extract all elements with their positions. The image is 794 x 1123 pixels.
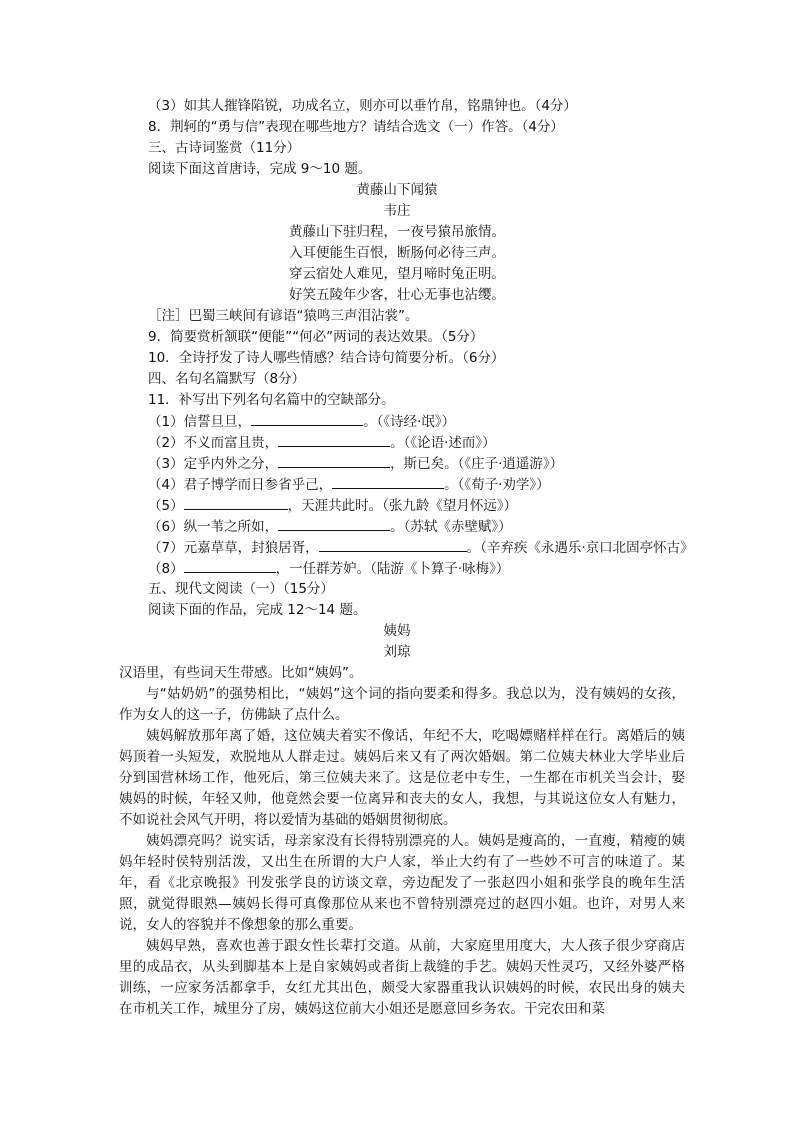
poem-verse: 好笑五陵年少客，壮心无事也沾缨。	[289, 287, 505, 303]
poem-note: ［注］巴蜀三峡间有谚语“猿鸣三声泪沾裳”。	[148, 308, 419, 324]
answer-blank[interactable]	[332, 474, 444, 489]
question-9: 9．简要赏析颔联“便能”“何必”两词的表达效果。（5分）	[148, 329, 484, 345]
answer-blank[interactable]	[184, 495, 288, 510]
poem-author: 韦庄	[383, 203, 411, 219]
answer-blank[interactable]	[251, 411, 363, 426]
poem-verse: 穿云宿处人难见，望月啼时兔正明。	[289, 266, 505, 282]
question-8: 8．荆轲的“勇与信”表现在哪些地方？请结合选文（一）作答。（4分）	[148, 119, 564, 135]
article-paragraph: 姨妈早熟，喜欢也善于跟女性长辈打交道。从前，大家庭里用度大，大人孩子很少穿商店里的成品衣，从头到脚基本上是自家姨妈或者街上裁缝的手艺。姨妈天性灵巧，又经外婆严格训练，一应家务活都拿手，女红尤其出色，颇受大家器重我认识姨妈的时候，农民出身的姨夫在市机关工作，城里分了房，姨妈这位前大小姐还是愿意回乡务农。干完农田和菜	[119, 938, 685, 1017]
article-author: 刘琼	[383, 644, 411, 660]
fill-item: （4）君子博学而日参省乎己， 。（《荀子·劝学》）	[148, 474, 688, 496]
fill-item: （3）定乎内外之分， ，斯已矣。（《庄子·逍遥游》）	[148, 453, 688, 475]
poem-verse: 入耳便能生百恨，断肠何必待三声。	[289, 245, 505, 261]
fill-item: （6）纵一苇之所如， 。（苏轼《赤壁赋》）	[148, 516, 688, 538]
article-paragraph: 姨妈解放那年离了婚，这位姨夫着实不像话，年纪不大，吃喝嫖赌样样在行。离婚后的姨妈顶着一头短发，欢脱地从人群走过。姨妈后来又有了两次婚姻。第二位姨夫林业大学毕业后分到国营林场工作，他死后，第三位姨夫来了。这是位老中专生，一生都在市机关当会计，娶姨妈的时候，年轻又帅，他竟然会要一位离异和丧夫的女人，我想，与其说这位女人有魅力，不如说社会风气开明，将以爱情为基础的婚姻贯彻彻底。	[119, 728, 685, 828]
poem-verse: 黄藤山下驻归程，一夜号猿吊旅情。	[289, 224, 505, 240]
article-paragraph: 与“姑奶奶”的强势相比，“姨妈”这个词的指向要柔和得多。我总以为，没有姨妈的女孩，作为女人的这一子，仿佛缺了点什么。	[119, 686, 685, 723]
question-10: 10．全诗抒发了诗人哪些情感？结合诗句简要分析。（6分）	[148, 350, 505, 366]
section-heading-4: 四、名句名篇默写（8分）	[148, 371, 306, 387]
fill-item: （7）元嘉草草，封狼居胥， 。（辛弃疾《永遇乐·京口北固亭怀古》	[148, 537, 688, 559]
fill-item: （8） ，一任群芳妒。（陆游《卜算子·咏梅》）	[148, 558, 688, 580]
section-heading-5: 五、现代文阅读（一）（15分）	[148, 581, 334, 597]
question-11: 11．补写出下列名句名篇中的空缺部分。	[148, 392, 395, 408]
answer-blank[interactable]	[319, 537, 467, 552]
instruction-line: 阅读下面的作品，完成 12～14 题。	[148, 602, 367, 618]
fill-item: （1）信誓旦旦， 。（《诗经·氓》）	[148, 411, 688, 433]
answer-blank[interactable]	[278, 432, 390, 447]
section-heading-3: 三、古诗词鉴赏（11分）	[148, 140, 301, 156]
instruction-line: 阅读下面这首唐诗，完成 9～10 题。	[148, 161, 372, 177]
answer-blank[interactable]	[278, 516, 390, 531]
article-title: 姨妈	[383, 623, 411, 639]
poem-title: 黄藤山下闻猿	[356, 182, 438, 198]
article-opening: 汉语里，有些词天生带感。比如“姨妈”。	[119, 665, 363, 681]
fill-item: （2）不义而富且贵， 。（《论语·述而》）	[148, 432, 688, 454]
question-line-3: （3）如其人摧锋陷锐，功成名立，则亦可以垂竹帛，铭鼎钟也。（4分）	[148, 98, 577, 114]
answer-blank[interactable]	[184, 558, 276, 573]
fill-item: （5） ，天涯共此时。（张九龄《望月怀远》）	[148, 495, 688, 517]
answer-blank[interactable]	[278, 453, 390, 468]
article-paragraph: 姨妈漂亮吗？说实话，母亲家没有长得特别漂亮的人。姨妈是瘦高的，一直瘦，精瘦的姨妈年轻时侯特别活泼，又出生在所谓的大户人家，举止大约有了一些妙不可言的味道了。某年，看《北京晚报》刊发张学良的访谈文章，旁边配发了一张赵四小姐和张学良的晚年生活照，就觉得眼熟—姨妈长得可真像那位从来也不曾特别漂亮过的赵四小姐。也许，对男人来说，女人的容貌并不像想象的那么重要。	[119, 833, 685, 933]
